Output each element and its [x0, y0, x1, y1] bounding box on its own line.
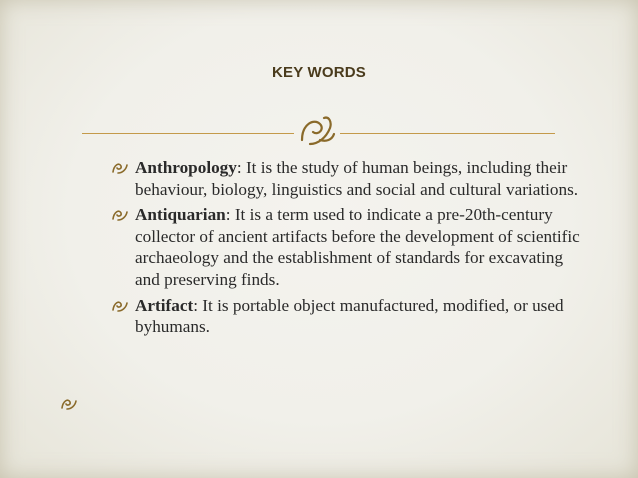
key-words-list [112, 157, 592, 342]
definition: : It is the study of human beings, including their behaviour, biology, linguistics and social and cultural variations. [135, 158, 579, 199]
flourish-bullet-icon [112, 161, 128, 174]
flourish-bullet-icon [112, 299, 128, 312]
slide-title: KEY WORDS [271, 64, 367, 81]
term: Antiquarian [135, 205, 226, 225]
definition: : It is portable object manufactured, modified, or used byhumans. [135, 295, 564, 337]
divider-left [82, 133, 294, 134]
flourish-bullet-icon [112, 208, 128, 221]
definition: : It is a term used to indicate a pre-20th-century collector of ancient artifacts before the development of scientific archaeology and the establishment of standards for excavating and preserving finds. [135, 205, 580, 289]
list-item [112, 157, 592, 200]
term: Artifact [135, 295, 194, 315]
list-item [112, 295, 592, 338]
term: Anthropology [135, 158, 237, 177]
list-item [112, 204, 592, 290]
flourish-ornament-icon [296, 110, 338, 150]
flourish-bullet-icon [61, 397, 77, 410]
divider-right [340, 133, 555, 134]
